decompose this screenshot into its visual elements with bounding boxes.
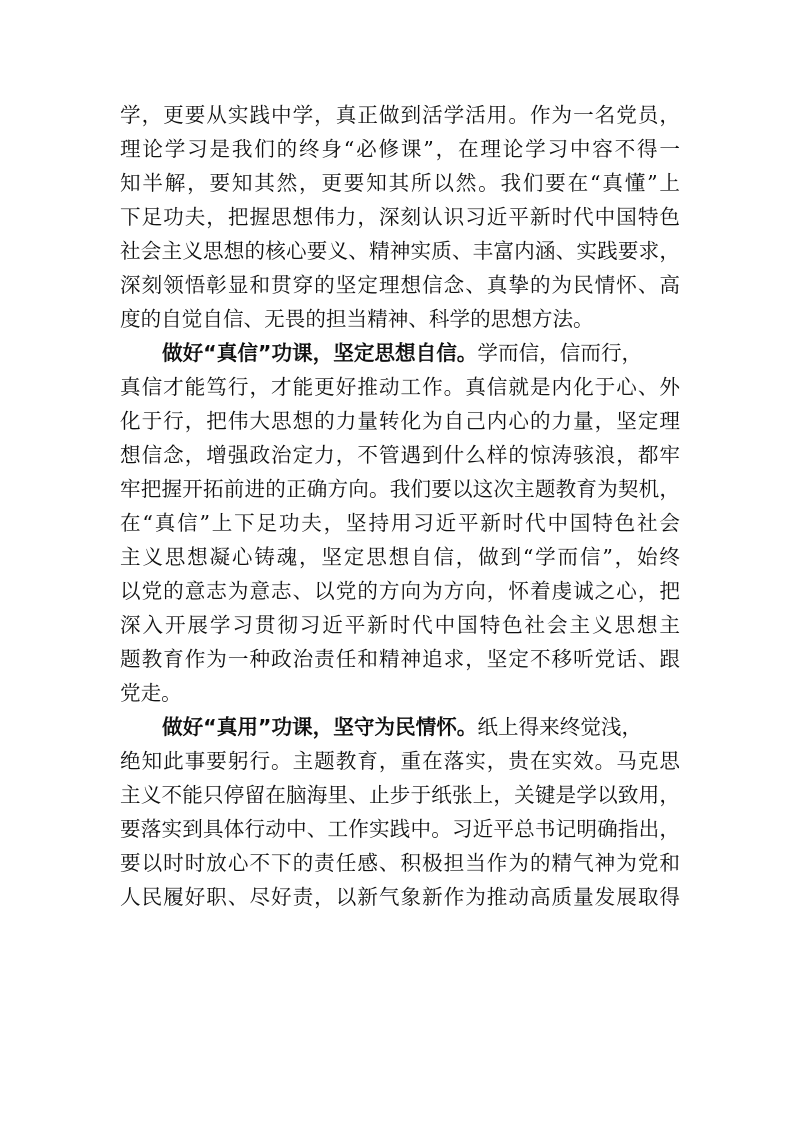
paragraph-heading: 做好“真用”功课，坚守为民情怀。 [162, 715, 478, 739]
text-line: 题教育作为一种政治责任和精神追求，坚定不移听党话、跟 [120, 647, 680, 671]
text-line [120, 336, 680, 370]
paragraph-1 [120, 98, 680, 336]
text-line: 深刻领悟彰显和贯穿的坚定理想信念、真挚的为民情怀、高 [120, 273, 680, 297]
paragraph-2 [120, 336, 680, 710]
paragraph-heading: 做好“真信”功课，坚定思想自信。 [162, 341, 478, 365]
text-line: 化于行，把伟大思想的力量转化为自己内心的力量，坚定理 [120, 409, 680, 433]
text-line: 牢把握开拓前进的正确方向。我们要以这次主题教育为契机， [120, 477, 680, 501]
text-span: 学而信，信而行， [477, 341, 643, 365]
text-line: 人民履好职、尽好责，以新气象新作为推动高质量发展取得 [120, 885, 680, 909]
text-line: 想信念，增强政治定力，不管遇到什么样的惊涛骇浪，都牢 [120, 443, 680, 467]
text-line: 要以时时放心不下的责任感、积极担当作为的精气神为党和 [120, 851, 680, 875]
text-line: 主义思想凝心铸魂，坚定思想自信，做到“学而信”，始终 [120, 545, 680, 569]
paragraph-3 [120, 710, 680, 914]
document-page [120, 98, 680, 914]
text-line: 在“真信”上下足功夫，坚持用习近平新时代中国特色社会 [120, 511, 680, 535]
text-line: 度的自觉自信、无畏的担当精神、科学的思想方法。 [120, 307, 594, 331]
text-line: 绝知此事要躬行。主题教育，重在落实，贵在实效。马克思 [120, 749, 680, 773]
text-line: 以党的意志为意志、以党的方向为方向，怀着虔诚之心，把 [120, 579, 680, 603]
text-line: 知半解，要知其然，更要知其所以然。我们要在“真懂”上 [120, 171, 680, 195]
text-line: 下足功夫，把握思想伟力，深刻认识习近平新时代中国特色 [120, 205, 680, 229]
text-line: 要落实到具体行动中、工作实践中。习近平总书记明确指出， [120, 817, 680, 841]
text-line [120, 710, 680, 744]
text-line: 真信才能笃行，才能更好推动工作。真信就是内化于心、外 [120, 375, 680, 399]
text-line: 理论学习是我们的终身“必修课”，在理论学习中容不得一 [120, 137, 680, 161]
text-span: 纸上得来终觉浅， [477, 715, 643, 739]
text-line: 深入开展学习贯彻习近平新时代中国特色社会主义思想主 [120, 613, 680, 637]
text-line: 学，更要从实践中学，真正做到活学活用。作为一名党员， [120, 103, 680, 127]
text-line: 主义不能只停留在脑海里、止步于纸张上，关键是学以致用， [120, 783, 680, 807]
text-line: 社会主义思想的核心要义、精神实质、丰富内涵、实践要求， [120, 239, 680, 263]
text-line: 党走。 [120, 681, 182, 705]
